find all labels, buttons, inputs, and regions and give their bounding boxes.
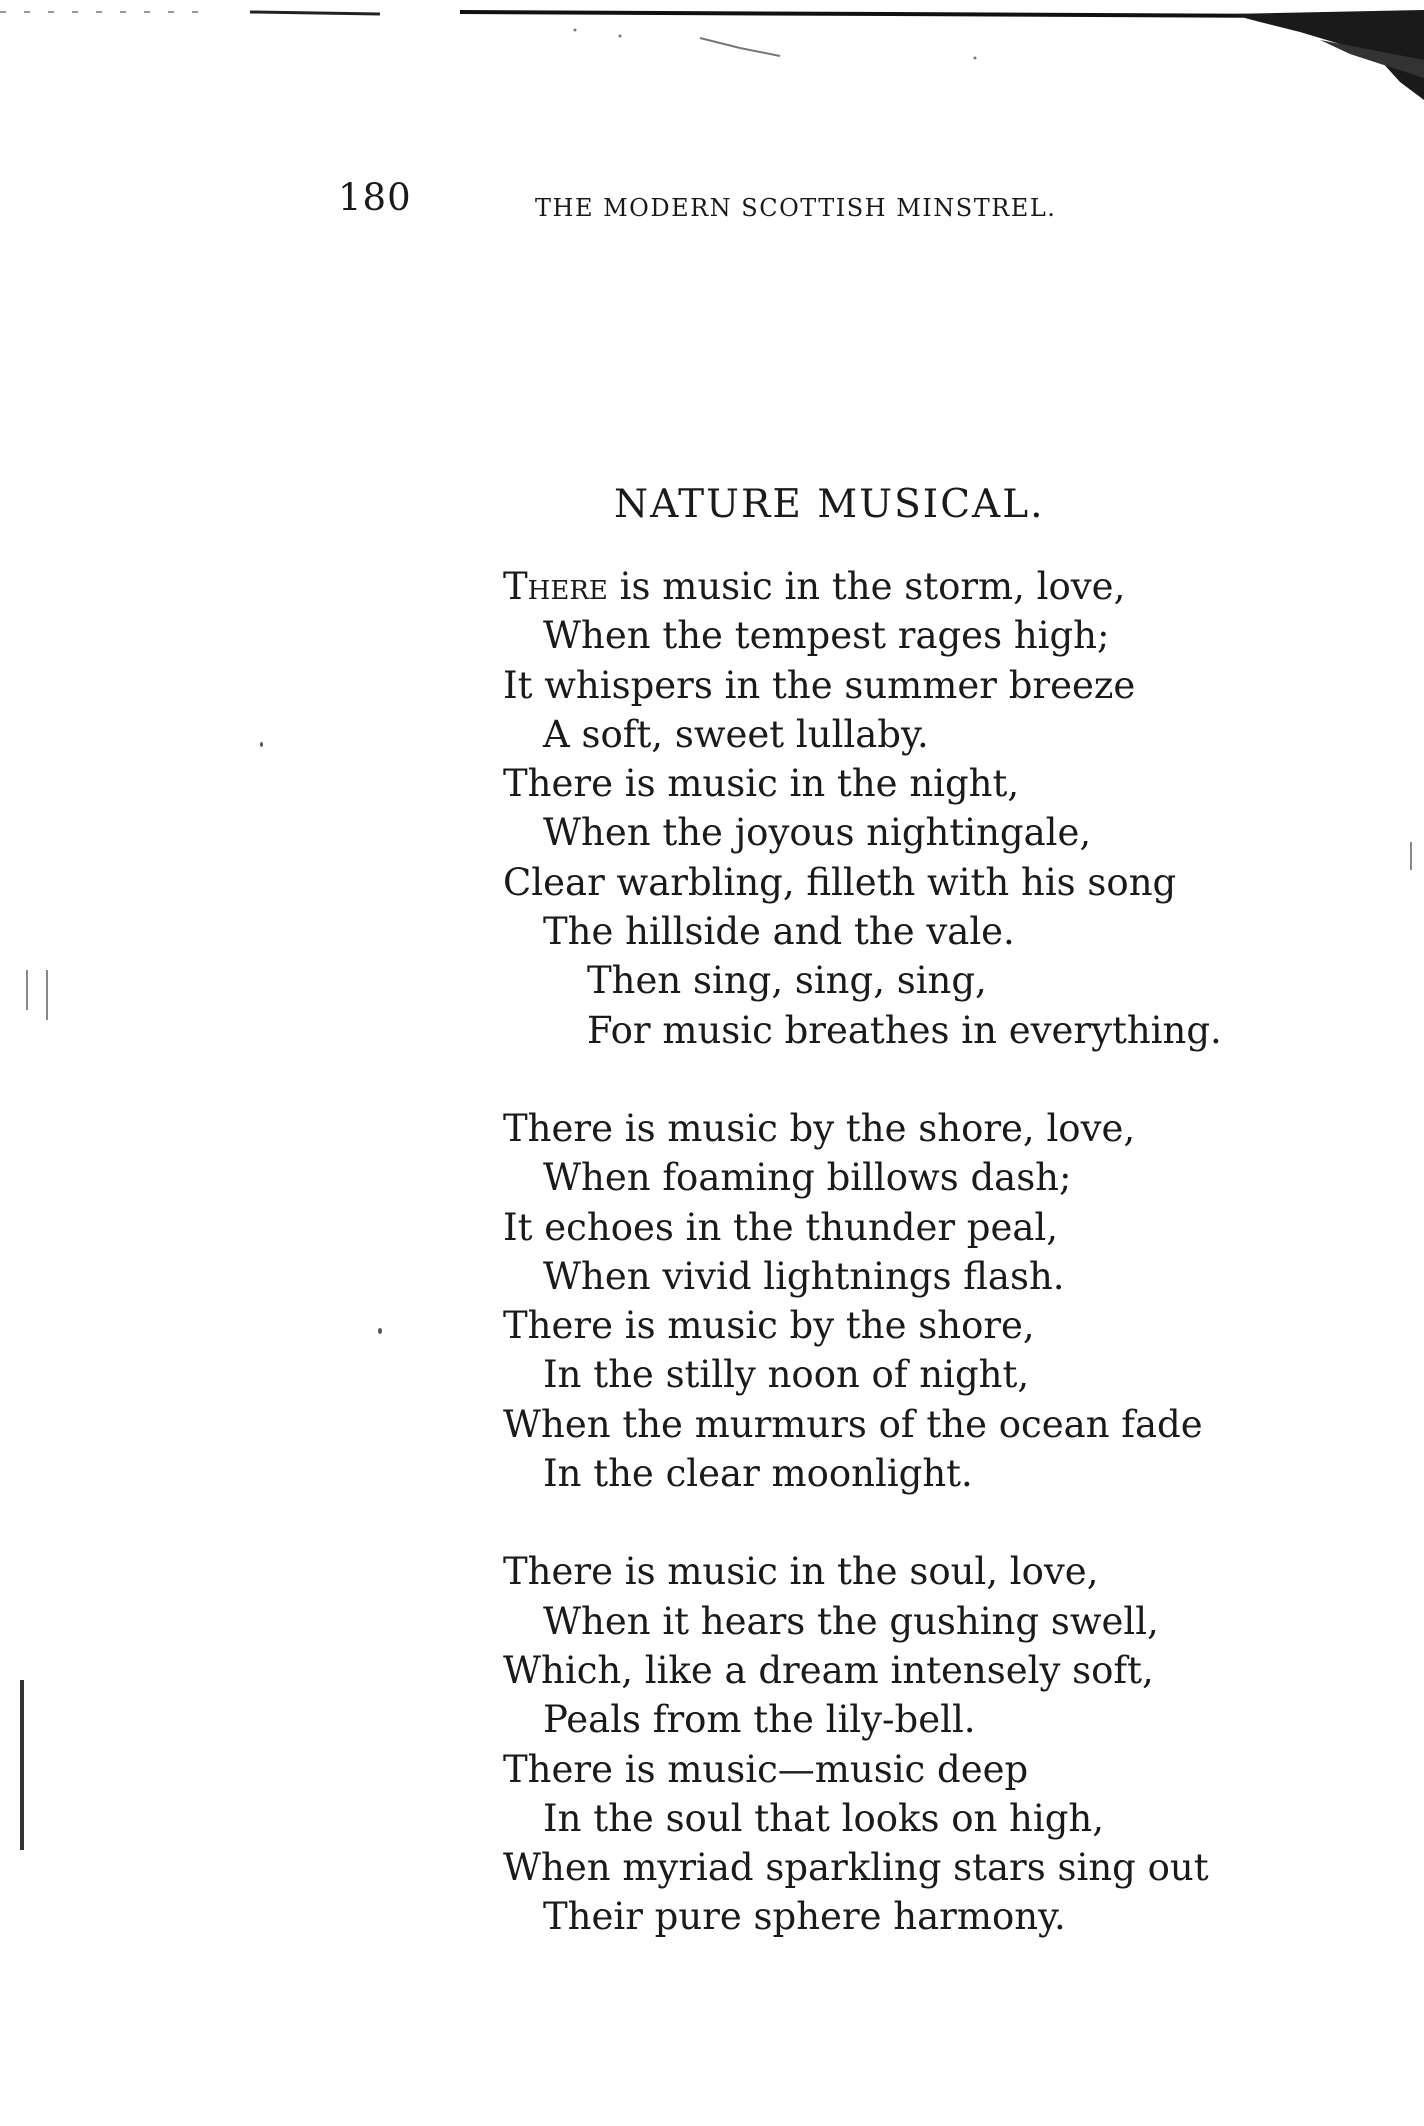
- drop-word: There: [503, 565, 608, 608]
- poem-line: In the soul that looks on high,: [543, 1796, 1104, 1840]
- scan-edge-artifact: [0, 0, 1424, 110]
- scan-margin-mark: [1410, 842, 1412, 870]
- poem-line: When vivid lightnings flash.: [543, 1254, 1065, 1298]
- page-number: 180: [338, 176, 412, 219]
- poem-line: Peals from the lily-bell.: [543, 1698, 976, 1742]
- stanza: [503, 562, 1222, 1055]
- poem-refrain-line: For music breathes in everything.: [587, 1008, 1222, 1052]
- running-head: THE MODERN SCOTTISH MINSTREL.: [535, 194, 1057, 222]
- poem-line: There is music in the soul, love,: [503, 1550, 1099, 1594]
- poem-line: There is music in the storm, love,: [503, 565, 1126, 608]
- poem-line: When myriad sparkling stars sing out: [503, 1846, 1209, 1890]
- poem-refrain-line: Then sing, sing, sing,: [587, 959, 987, 1003]
- poem-line: There is music by the shore, love,: [503, 1106, 1136, 1150]
- scan-margin-mark: [26, 970, 28, 1010]
- poem-line: When the tempest rages high;: [543, 614, 1110, 658]
- scan-speck: [260, 742, 263, 747]
- poem-line: It echoes in the thunder peal,: [503, 1205, 1059, 1249]
- poem-line: Which, like a dream intensely soft,: [503, 1648, 1154, 1692]
- poem-body: [503, 562, 1222, 1991]
- poem-line: In the clear moonlight.: [543, 1452, 973, 1496]
- poem-line: Clear warbling, filleth with his song: [503, 860, 1177, 904]
- poem-line: In the stilly noon of night,: [543, 1353, 1030, 1397]
- poem-line: There is music in the night,: [503, 762, 1020, 806]
- poem-line: The hillside and the vale.: [543, 910, 1015, 954]
- poem-line: It whispers in the summer breeze: [503, 663, 1136, 707]
- poem-line: When it hears the gushing swell,: [543, 1599, 1159, 1643]
- poem-line: Their pure sphere harmony.: [543, 1895, 1066, 1939]
- stanza: [503, 1547, 1222, 1941]
- poem-line: When the joyous nightingale,: [543, 811, 1092, 855]
- poem-title: NATURE MUSICAL.: [614, 482, 1045, 527]
- poem-line: There is music—music deep: [503, 1747, 1029, 1791]
- poem-line: A soft, sweet lullaby.: [543, 712, 929, 756]
- scan-margin-mark: [20, 1680, 24, 1850]
- poem-line: When the murmurs of the ocean fade: [503, 1402, 1203, 1446]
- stanza: [503, 1104, 1222, 1498]
- scan-speck: [378, 1328, 382, 1334]
- poem-line: There is music by the shore,: [503, 1304, 1035, 1348]
- scan-margin-mark: [46, 970, 48, 1020]
- poem-line: When foaming billows dash;: [543, 1156, 1072, 1200]
